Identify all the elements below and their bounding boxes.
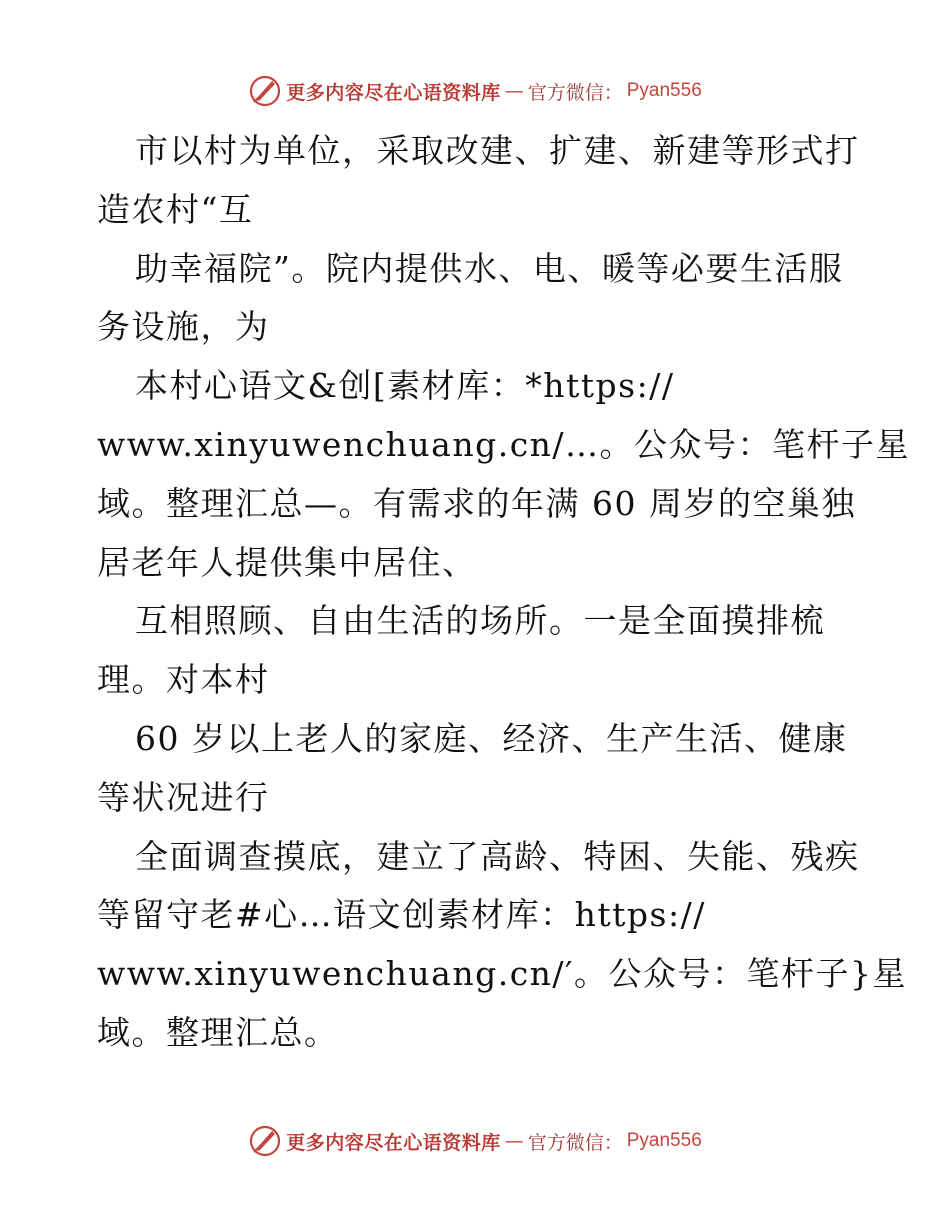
text-line: 务设施，为	[97, 307, 270, 347]
header-banner	[0, 74, 950, 108]
text-line: 60 岁以上老人的家庭、经济、生产生活、健康	[135, 718, 848, 758]
banner-dash: —	[504, 1130, 524, 1152]
quill-logo-icon	[248, 74, 282, 108]
banner-wechat-label: 官方微信：	[527, 1131, 623, 1154]
banner-wechat-label: 官方微信：	[527, 81, 623, 104]
text-line: 等留守老#心…语文创素材库：https://	[97, 895, 706, 935]
banner-site-text: 更多内容尽在心语资料库	[286, 1131, 501, 1154]
text-line: www.xinyuwenchuang.cn/′。公众号：笔杆子}星	[97, 954, 908, 994]
banner-wechat-id: Pyan556	[626, 1130, 702, 1151]
banner-site-text: 更多内容尽在心语资料库	[286, 81, 501, 104]
text-line: 域。整理汇总。	[97, 1012, 339, 1052]
text-line: 造农村“互	[97, 189, 254, 229]
text-line: 域。整理汇总—。有需求的年满 60 周岁的空巢独	[97, 483, 856, 523]
text-line: 居老年人提供集中居住、	[97, 542, 477, 582]
text-line: 等状况进行	[97, 777, 270, 817]
text-line: 助幸福院”。院内提供水、电、暖等必要生活服	[135, 248, 844, 288]
text-line: 全面调查摸底，建立了高龄、特困、失能、残疾	[135, 836, 860, 876]
text-line: www.xinyuwenchuang.cn/…。公众号：笔杆子星	[97, 424, 911, 464]
text-line: 理。对本村	[97, 660, 270, 700]
banner-dash: —	[504, 80, 524, 102]
text-line: 本村心语文&创[素材库：*https://	[135, 366, 675, 406]
text-line: 互相照顾、自由生活的场所。一是全面摸排梳	[135, 601, 825, 641]
quill-logo-icon	[248, 1124, 282, 1158]
document-body	[97, 122, 911, 1063]
text-line: 市以村为单位，采取改建、扩建、新建等形式打	[135, 131, 860, 170]
footer-banner	[0, 1124, 950, 1158]
banner-wechat-id: Pyan556	[626, 80, 702, 101]
